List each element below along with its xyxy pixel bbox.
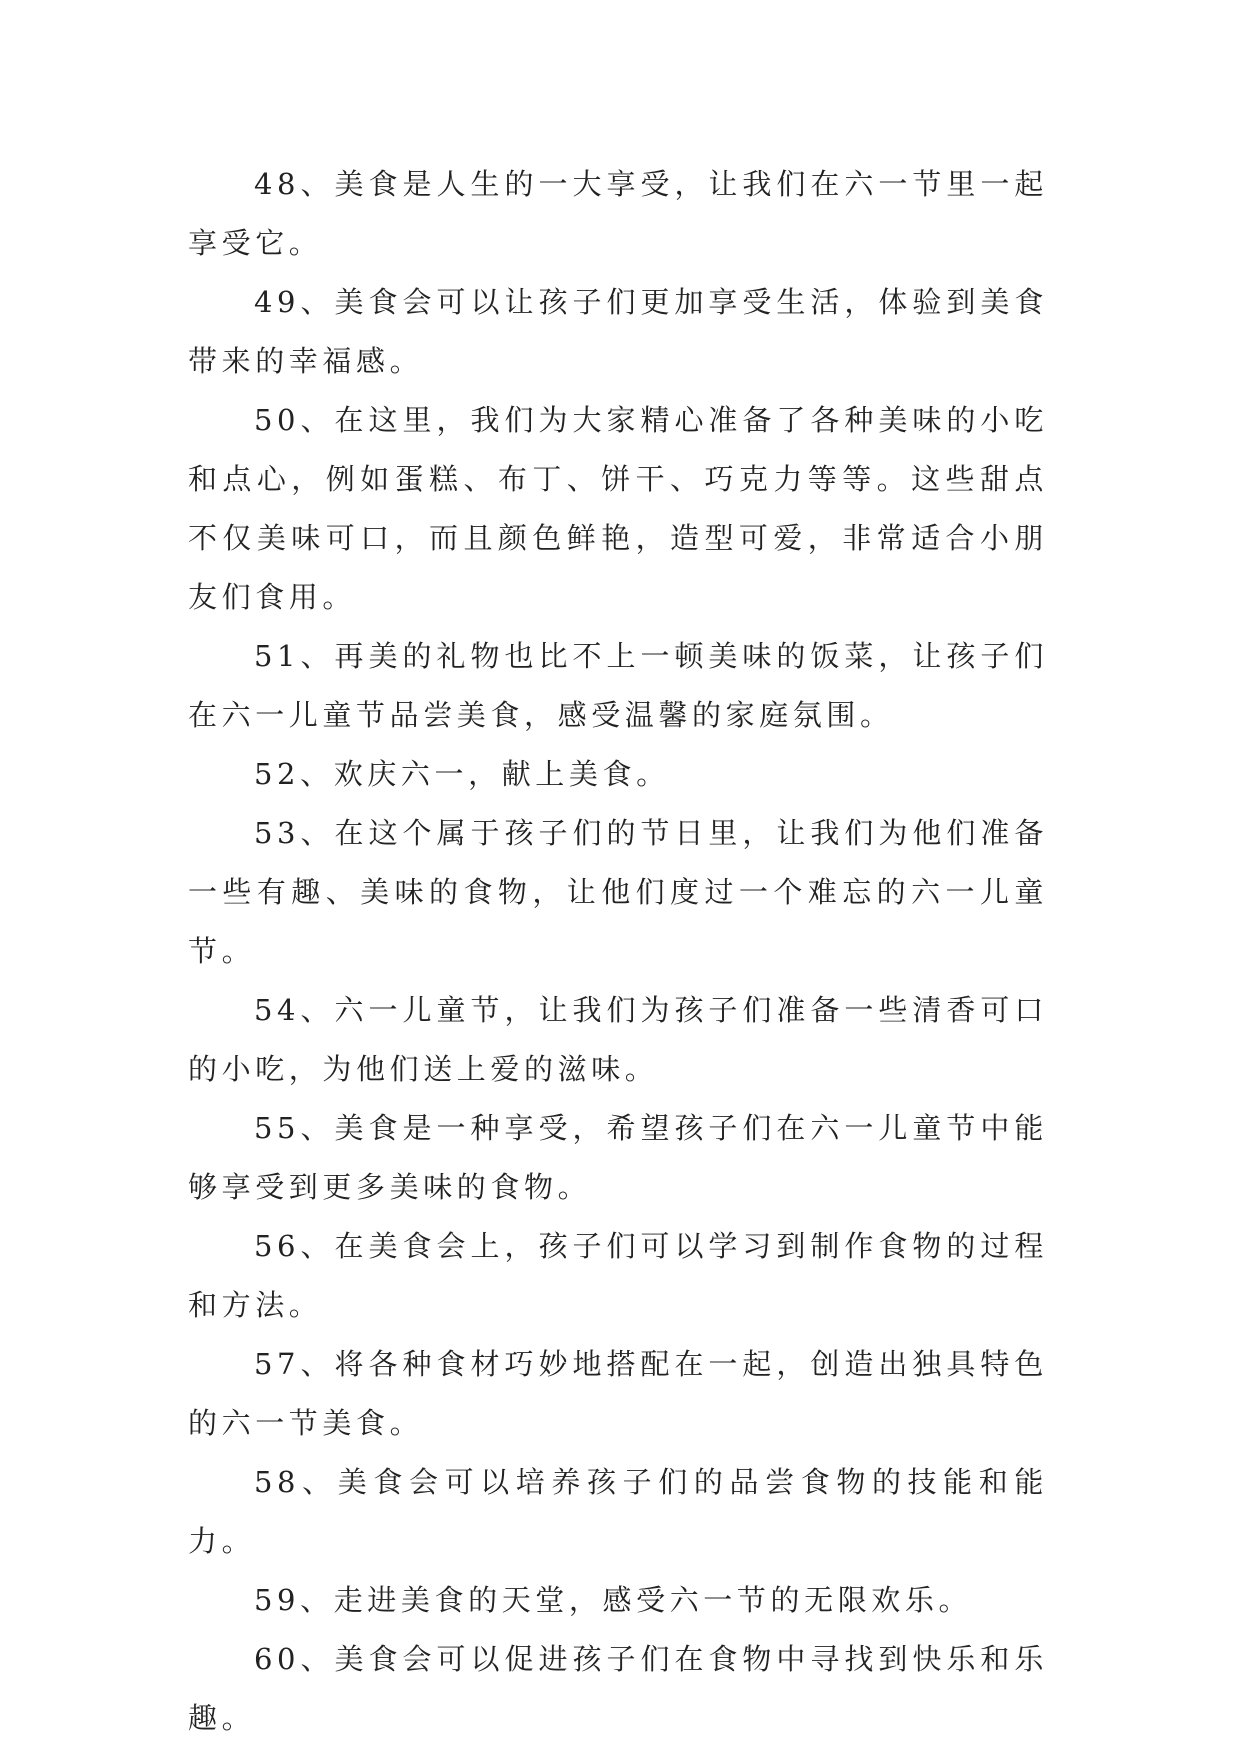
paragraph-57: 57、将各种食材巧妙地搭配在一起，创造出独具特色的六一节美食。 bbox=[188, 1347, 1048, 1440]
paragraph-60: 60、美食会可以促进孩子们在食物中寻找到快乐和乐趣。 bbox=[188, 1642, 1048, 1735]
document-body bbox=[188, 155, 1048, 1748]
paragraph-56: 56、在美食会上，孩子们可以学习到制作食物的过程和方法。 bbox=[188, 1229, 1048, 1322]
paragraph-50: 50、在这里，我们为大家精心准备了各种美味的小吃和点心，例如蛋糕、布丁、饼干、巧克力等等。这些甜点不仅美味可口，而且颜色鲜艳，造型可爱，非常适合小朋友们食用。 bbox=[188, 403, 1048, 614]
paragraph-48: 48、美食是人生的一大享受，让我们在六一节里一起享受它。 bbox=[188, 167, 1048, 260]
paragraph-52: 52、欢庆六一，献上美食。 bbox=[254, 757, 670, 791]
paragraph-53: 53、在这个属于孩子们的节日里，让我们为他们准备一些有趣、美味的食物，让他们度过一个难忘的六一儿童节。 bbox=[188, 816, 1048, 968]
paragraph-58: 58、美食会可以培养孩子们的品尝食物的技能和能力。 bbox=[188, 1465, 1048, 1558]
paragraph-54: 54、六一儿童节，让我们为孩子们准备一些清香可口的小吃，为他们送上爱的滋味。 bbox=[188, 993, 1048, 1086]
paragraph-55: 55、美食是一种享受，希望孩子们在六一儿童节中能够享受到更多美味的食物。 bbox=[188, 1111, 1048, 1204]
paragraph-59: 59、走进美食的天堂，感受六一节的无限欢乐。 bbox=[254, 1583, 973, 1617]
paragraph-49: 49、美食会可以让孩子们更加享受生活，体验到美食带来的幸福感。 bbox=[188, 285, 1048, 378]
paragraph-51: 51、再美的礼物也比不上一顿美味的饭菜，让孩子们在六一儿童节品尝美食，感受温馨的家庭氛围。 bbox=[188, 639, 1048, 732]
